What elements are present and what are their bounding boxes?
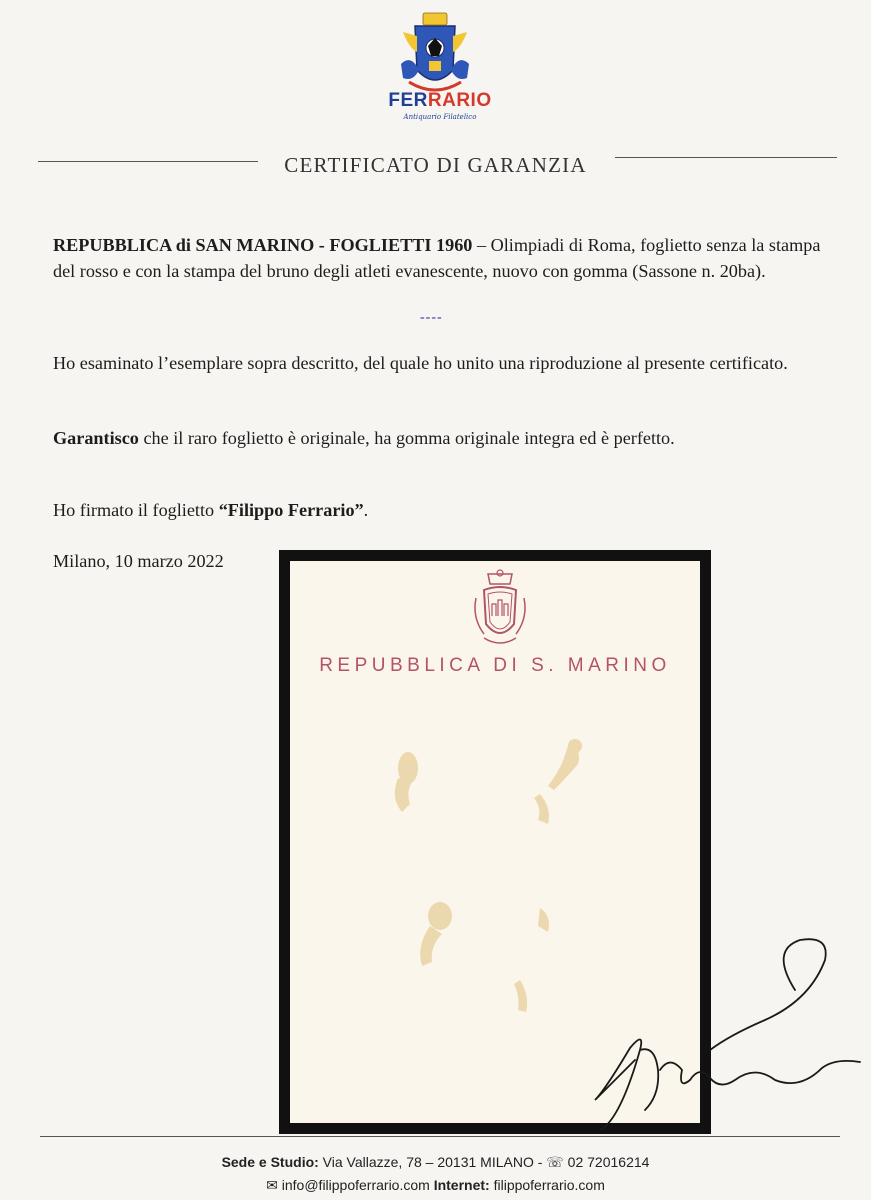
san-marino-coat-of-arms-icon (470, 568, 530, 658)
ferrario-crest-logo (395, 8, 475, 100)
guarantee-keyword: Garantisco (53, 428, 139, 448)
brand-name-left: FER (388, 90, 428, 111)
description-heading: REPUBBLICA di SAN MARINO - FOGLIETTI 1960 (53, 235, 473, 255)
description-paragraph (53, 232, 825, 284)
certificate-title: CERTIFICATO DI GARANZIA (284, 153, 587, 177)
footer-address-text: Via Vallazze, 78 – 20131 MILANO - ☏ 02 72016214 (318, 1154, 650, 1170)
signed-text: Ho firmato il foglietto (53, 500, 219, 520)
sheet-caption: REPUBBLICA DI S. MARINO (319, 655, 671, 676)
brand-tagline: Antiquario Filatelico (403, 113, 477, 121)
footer-internet-label: Internet: (433, 1177, 490, 1193)
signed-paragraph (53, 497, 825, 523)
guarantee-paragraph (53, 425, 825, 451)
footer-address-label: Sede e Studio: (221, 1154, 319, 1170)
handwritten-signature (560, 930, 871, 1150)
footer-website[interactable]: filippoferrario.com (489, 1177, 605, 1193)
place-date: Milano, 10 marzo 2022 (53, 551, 224, 571)
description-text: – Olimpiadi di Roma, foglietto senza la stampa del rosso e con la stampa del bruno degli atleti evanescente, nuovo con gomma (Sassone n. 20ba). (53, 235, 821, 281)
footer-email[interactable]: info@filippoferrario.com (277, 1177, 434, 1193)
brand-name-right: RARIO (427, 90, 492, 111)
guarantee-text: che il raro foglietto è originale, ha gomma originale integra ed è perfetto. (138, 428, 675, 448)
signed-period: . (363, 500, 369, 520)
mail-icon: ✉ (266, 1177, 278, 1193)
brand-name (380, 90, 500, 112)
signer-name: “Filippo Ferrario” (218, 500, 364, 520)
footer-rule (40, 1136, 840, 1137)
separator: ---- (420, 310, 443, 325)
footer-contacts (0, 1177, 871, 1194)
footer-address (0, 1154, 871, 1171)
examination-paragraph: Ho esaminato l’esemplare sopra descritto, del quale ho unito una riproduzione al presente certificato. (53, 353, 788, 373)
